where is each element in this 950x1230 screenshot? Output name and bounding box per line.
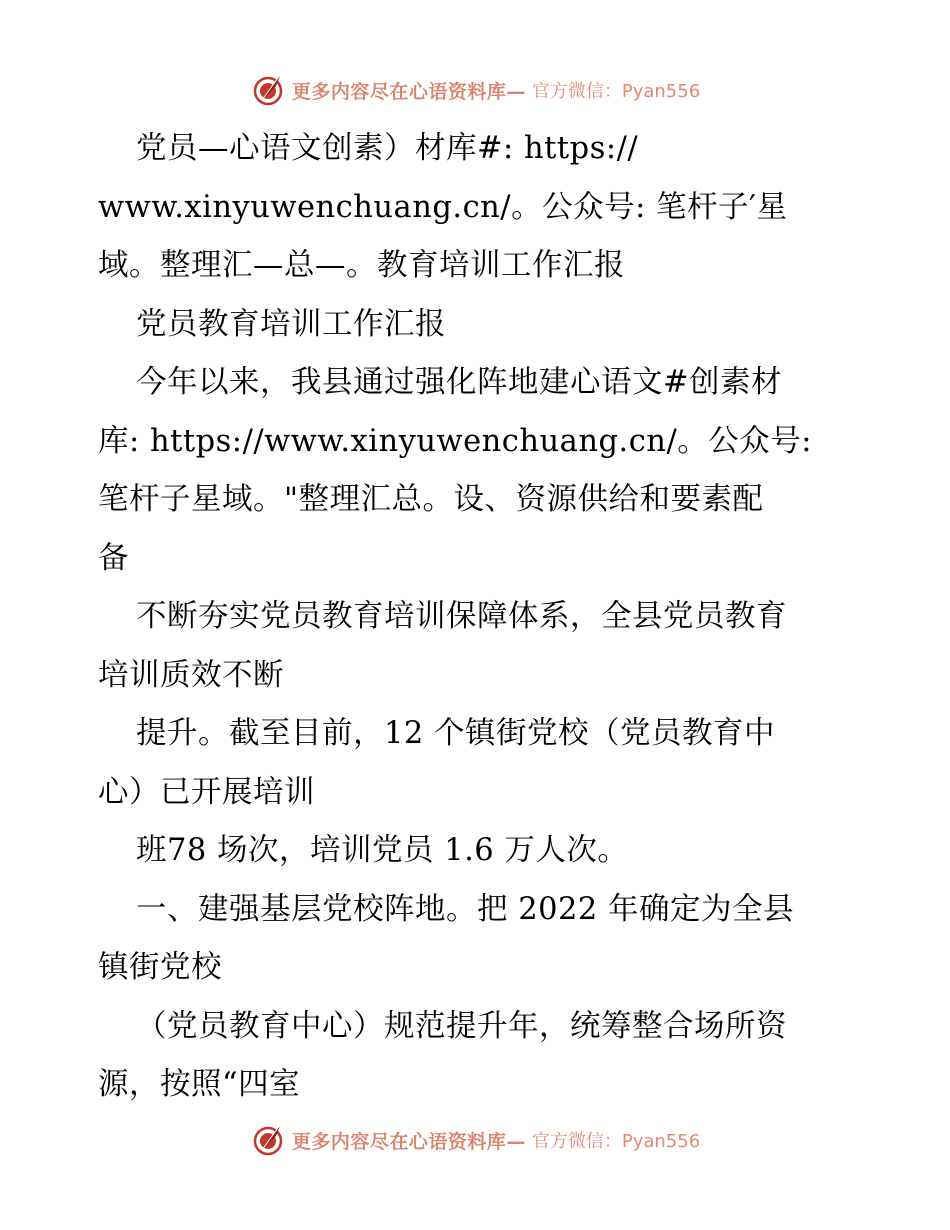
text-line: 一、建强基层党校阵地。把 2022 年确定为全县 (136, 891, 795, 927)
text-line: 党员—心语文创素）材库#: https:// (136, 131, 639, 166)
header-banner (0, 70, 950, 110)
text-line: 今年以来，我县通过强化阵地建心语文#创素材 (136, 365, 783, 400)
footer-banner-contact: 官方微信：Pyan556 (531, 1131, 701, 1152)
text-line: 备 (98, 540, 129, 576)
text-line: 镇街党校 (98, 950, 222, 985)
text-line: 提升。截至目前，12 个镇街党校（党员教育中 (136, 716, 776, 751)
text-line: 心）已开展培训 (98, 774, 315, 810)
header-banner-text: 更多内容尽在心语资料库— (291, 80, 526, 103)
text-line: （党员教育中心）规范提升年，统筹整合场所资 (136, 1008, 787, 1044)
footer-banner-text: 更多内容尽在心语资料库— (291, 1130, 526, 1153)
text-line: 源，按照“四室 (98, 1067, 301, 1102)
quill-logo-icon (250, 1122, 286, 1158)
text-line: 库: https://www.xinyuwenchuang.cn/。公众号: (98, 423, 812, 459)
text-line: 班78 场次，培训党员 1.6 万人次。 (136, 833, 629, 868)
footer-banner (0, 1120, 950, 1160)
quill-logo-icon (250, 72, 286, 108)
text-line: 培训质效不断 (98, 657, 284, 693)
text-line: www.xinyuwenchuang.cn/。公众号: 笔杆子′星 (98, 189, 788, 225)
text-line: 域。整理汇—总—。教育培训工作汇报 (98, 248, 625, 283)
header-banner-contact: 官方微信：Pyan556 (531, 81, 701, 102)
text-line: 笔杆子星域。"整理汇总。设、资源供给和要素配 (98, 482, 764, 517)
document-body (98, 120, 858, 1115)
text-line: 不断夯实党员教育培训保障体系，全县党员教育 (136, 599, 787, 634)
text-line: 党员教育培训工作汇报 (136, 306, 446, 342)
